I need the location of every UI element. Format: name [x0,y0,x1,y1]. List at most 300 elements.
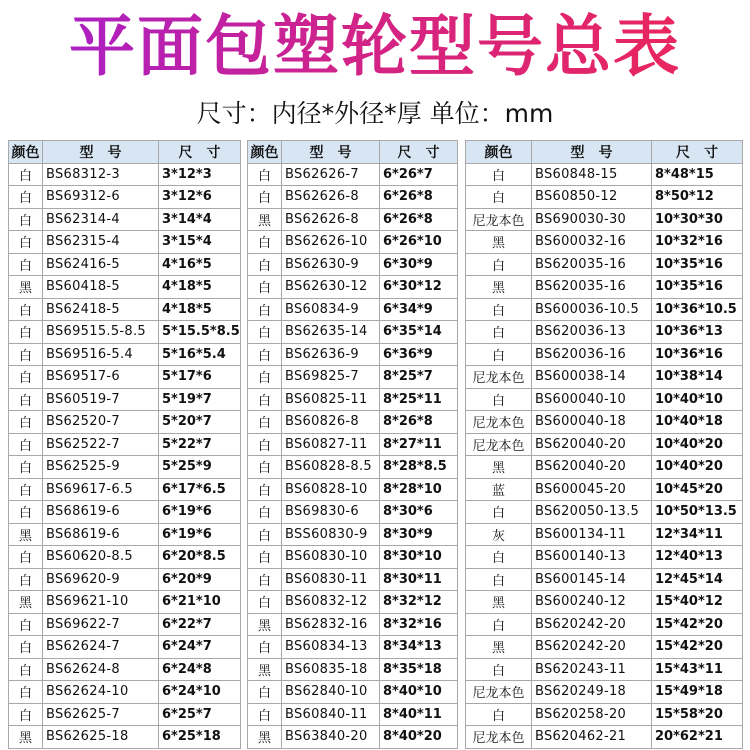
size-cell: 8*30*11 [380,568,458,591]
model-cell: BS60828-10 [282,478,380,501]
model-cell: BS63840-20 [282,726,380,749]
size-cell: 15*58*20 [652,703,743,726]
table-row [9,501,241,524]
model-cell: BS620462-21 [532,726,652,749]
size-cell: 12*34*11 [652,523,743,546]
color-cell: 白 [9,456,43,479]
size-cell: 3*14*4 [159,208,241,231]
size-cell: 3*12*3 [159,163,241,186]
size-cell: 3*12*6 [159,186,241,209]
size-cell: 15*49*18 [652,681,743,704]
model-cell: BS69312-6 [43,186,159,209]
table-row [9,208,241,231]
color-cell: 蓝 [466,478,532,501]
table-row [9,478,241,501]
color-cell: 白 [9,636,43,659]
model-cell: BS600038-14 [532,366,652,389]
model-cell: BS62520-7 [43,411,159,434]
table-row [9,343,241,366]
color-cell: 白 [248,456,282,479]
table-row [9,298,241,321]
model-cell: BS620242-20 [532,613,652,636]
header-size: 尺 寸 [380,141,458,164]
color-cell: 白 [9,501,43,524]
color-cell: 白 [248,703,282,726]
color-cell: 白 [9,478,43,501]
color-cell: 黑 [466,231,532,254]
model-cell: BS69621-10 [43,591,159,614]
model-cell: BS62636-9 [282,343,380,366]
model-cell: BS69517-6 [43,366,159,389]
color-cell: 白 [9,163,43,186]
table-row [9,703,241,726]
model-cell: BS600032-16 [532,231,652,254]
size-cell: 6*20*8.5 [159,546,241,569]
color-cell: 白 [9,568,43,591]
color-cell: 白 [9,411,43,434]
table-row [248,613,458,636]
color-cell: 黑 [466,591,532,614]
color-cell: 白 [248,568,282,591]
model-cell: BS69617-6.5 [43,478,159,501]
size-cell: 6*34*9 [380,298,458,321]
table-row [466,523,743,546]
model-cell: BS620050-13.5 [532,501,652,524]
model-cell: BS68619-6 [43,523,159,546]
table-row [9,658,241,681]
table-row [466,208,743,231]
model-cell: BS620040-20 [532,433,652,456]
table-row [9,433,241,456]
size-cell: 6*26*7 [380,163,458,186]
table-row [248,208,458,231]
table-row [466,321,743,344]
color-cell: 白 [248,343,282,366]
size-cell: 8*28*8.5 [380,456,458,479]
size-cell: 5*19*7 [159,388,241,411]
table-row [466,433,743,456]
model-cell: BS69825-7 [282,366,380,389]
model-cell: BS62626-7 [282,163,380,186]
color-cell: 白 [9,546,43,569]
color-cell: 白 [248,276,282,299]
color-cell: 白 [9,366,43,389]
model-cell: BS62624-10 [43,681,159,704]
color-cell: 黑 [466,456,532,479]
size-cell: 8*50*12 [652,186,743,209]
model-cell: BS60825-11 [282,388,380,411]
size-cell: 5*25*9 [159,456,241,479]
color-cell: 尼龙本色 [466,411,532,434]
size-cell: 10*40*10 [652,388,743,411]
color-cell: 白 [466,253,532,276]
model-cell: BS600134-11 [532,523,652,546]
model-cell: BS620036-13 [532,321,652,344]
table-row [466,253,743,276]
model-cell: BS620243-11 [532,658,652,681]
table-row [248,366,458,389]
table-header [9,141,241,164]
size-cell: 4*18*5 [159,276,241,299]
size-cell: 10*32*16 [652,231,743,254]
model-cell: BS62624-8 [43,658,159,681]
table-row [9,523,241,546]
size-cell: 6*30*12 [380,276,458,299]
size-cell: 10*36*16 [652,343,743,366]
color-cell: 白 [466,321,532,344]
size-cell: 6*19*6 [159,523,241,546]
color-cell: 白 [248,388,282,411]
header-size: 尺 寸 [159,141,241,164]
model-cell: BS600140-13 [532,546,652,569]
table-row [466,456,743,479]
size-cell: 6*22*7 [159,613,241,636]
model-cell: BS600145-14 [532,568,652,591]
size-cell: 6*35*14 [380,321,458,344]
size-cell: 15*42*20 [652,613,743,636]
table-row [248,433,458,456]
size-cell: 15*43*11 [652,658,743,681]
model-cell: BS60850-12 [532,186,652,209]
size-cell: 12*45*14 [652,568,743,591]
model-cell: BS62416-5 [43,253,159,276]
size-cell: 8*25*11 [380,388,458,411]
size-cell: 10*35*16 [652,276,743,299]
size-cell: 8*27*11 [380,433,458,456]
model-cell: BS62522-7 [43,433,159,456]
table-header [248,141,458,164]
color-cell: 黑 [248,613,282,636]
size-cell: 6*26*8 [380,208,458,231]
page-subtitle: 尺寸：内径*外径*厚 单位：mm [196,99,554,128]
color-cell: 白 [9,388,43,411]
size-cell: 4*16*5 [159,253,241,276]
table-row [9,231,241,254]
table-row [248,456,458,479]
color-cell: 白 [466,613,532,636]
size-cell: 6*24*7 [159,636,241,659]
size-cell: 6*25*18 [159,726,241,749]
table-row [9,568,241,591]
model-cell: BS69515.5-8.5 [43,321,159,344]
model-cell: BS60418-5 [43,276,159,299]
table-row [248,253,458,276]
table-row [248,703,458,726]
size-cell: 8*25*7 [380,366,458,389]
size-cell: 6*17*6.5 [159,478,241,501]
model-cell: BS690030-30 [532,208,652,231]
size-cell: 5*15.5*8.5 [159,321,241,344]
table-row [248,163,458,186]
table-row [466,411,743,434]
size-cell: 8*28*10 [380,478,458,501]
color-cell: 灰 [466,523,532,546]
table-row [248,681,458,704]
size-cell: 5*17*6 [159,366,241,389]
color-cell: 白 [466,703,532,726]
table-row [248,321,458,344]
table-row [9,546,241,569]
size-cell: 6*25*7 [159,703,241,726]
header-model: 型 号 [43,141,159,164]
color-cell: 白 [466,388,532,411]
color-cell: 白 [248,478,282,501]
color-cell: 白 [248,546,282,569]
model-cell: BS600040-10 [532,388,652,411]
size-cell: 8*32*16 [380,613,458,636]
table-row [248,478,458,501]
table-row [9,591,241,614]
model-cell: BS62630-9 [282,253,380,276]
color-cell: 白 [466,501,532,524]
model-cell: BS60830-11 [282,568,380,591]
color-cell: 白 [248,298,282,321]
model-cell: BS60620-8.5 [43,546,159,569]
model-cell: BS62525-9 [43,456,159,479]
model-cell: BS62418-5 [43,298,159,321]
model-cell: BSS60830-9 [282,523,380,546]
table-row [9,456,241,479]
color-cell: 黑 [9,726,43,749]
size-cell: 6*24*10 [159,681,241,704]
model-cell: BS60519-7 [43,388,159,411]
color-cell: 白 [248,523,282,546]
table-row [248,658,458,681]
table-row [248,591,458,614]
model-cell: BS62626-8 [282,208,380,231]
model-cell: BS620036-16 [532,343,652,366]
model-cell: BS62314-4 [43,208,159,231]
model-cell: BS60826-8 [282,411,380,434]
table-row [248,546,458,569]
size-cell: 8*40*20 [380,726,458,749]
table-row [466,186,743,209]
model-cell: BS620040-20 [532,456,652,479]
size-cell: 10*40*20 [652,433,743,456]
color-cell: 黑 [9,591,43,614]
model-cell: BS62630-12 [282,276,380,299]
color-cell: 白 [248,591,282,614]
color-cell: 黑 [248,726,282,749]
table-row [248,276,458,299]
color-cell: 白 [248,186,282,209]
color-cell: 黑 [466,276,532,299]
table-row [466,568,743,591]
model-cell: BS62625-7 [43,703,159,726]
color-cell: 白 [9,231,43,254]
color-cell: 白 [466,658,532,681]
model-cell: BS620035-16 [532,276,652,299]
header-model: 型 号 [532,141,652,164]
table-row [9,253,241,276]
size-cell: 6*21*10 [159,591,241,614]
size-cell: 8*35*18 [380,658,458,681]
model-cell: BS68619-6 [43,501,159,524]
color-cell: 白 [466,186,532,209]
size-cell: 8*40*11 [380,703,458,726]
header-color: 颜色 [248,141,282,164]
size-cell: 10*38*14 [652,366,743,389]
size-cell: 10*40*20 [652,456,743,479]
color-cell: 尼龙本色 [466,433,532,456]
model-cell: BS62625-18 [43,726,159,749]
size-cell: 8*26*8 [380,411,458,434]
model-cell: BS60827-11 [282,433,380,456]
table-row [9,411,241,434]
size-cell: 8*48*15 [652,163,743,186]
model-cell: BS62626-10 [282,231,380,254]
size-cell: 5*22*7 [159,433,241,456]
model-cell: BS620249-18 [532,681,652,704]
model-cell: BS60834-9 [282,298,380,321]
color-cell: 白 [466,298,532,321]
table-row [466,703,743,726]
table-row [466,658,743,681]
model-cell: BS62626-8 [282,186,380,209]
color-cell: 尼龙本色 [466,208,532,231]
size-cell: 5*16*5.4 [159,343,241,366]
model-cell: BS620242-20 [532,636,652,659]
color-cell: 白 [9,613,43,636]
table-row [466,546,743,569]
size-cell: 10*35*16 [652,253,743,276]
color-cell: 白 [466,163,532,186]
table-row [9,388,241,411]
table-row [9,163,241,186]
model-cell: BS69516-5.4 [43,343,159,366]
size-cell: 6*19*6 [159,501,241,524]
table-row [466,388,743,411]
table-row [9,726,241,749]
model-table-2 [247,140,458,749]
model-cell: BS69620-9 [43,568,159,591]
model-cell: BS69830-6 [282,501,380,524]
table-row [466,276,743,299]
size-cell: 15*40*12 [652,591,743,614]
table-row [466,343,743,366]
table-row [248,343,458,366]
size-cell: 6*26*10 [380,231,458,254]
size-cell: 6*20*9 [159,568,241,591]
header-size: 尺 寸 [652,141,743,164]
model-table-1 [8,140,241,749]
color-cell: 黑 [248,658,282,681]
color-cell: 白 [248,636,282,659]
table-row [466,231,743,254]
size-cell: 10*50*13.5 [652,501,743,524]
model-cell: BS60835-18 [282,658,380,681]
size-cell: 10*36*10.5 [652,298,743,321]
color-cell: 白 [248,501,282,524]
table-row [466,298,743,321]
model-cell: BS600036-10.5 [532,298,652,321]
model-cell: BS60834-13 [282,636,380,659]
model-cell: BS60848-15 [532,163,652,186]
model-cell: BS60840-11 [282,703,380,726]
color-cell: 白 [466,546,532,569]
size-cell: 6*26*8 [380,186,458,209]
color-cell: 尼龙本色 [466,366,532,389]
color-cell: 黑 [248,208,282,231]
size-cell: 3*15*4 [159,231,241,254]
color-cell: 黑 [9,276,43,299]
size-cell: 8*40*10 [380,681,458,704]
model-cell: BS600040-18 [532,411,652,434]
color-cell: 白 [248,253,282,276]
table-row [466,501,743,524]
model-cell: BS600240-12 [532,591,652,614]
model-cell: BS620035-16 [532,253,652,276]
color-cell: 白 [9,253,43,276]
color-cell: 白 [248,231,282,254]
table-row [466,681,743,704]
table-row [9,613,241,636]
size-cell: 10*40*18 [652,411,743,434]
table-row [248,501,458,524]
table-header [466,141,743,164]
size-cell: 10*45*20 [652,478,743,501]
table-row [466,636,743,659]
color-cell: 白 [9,433,43,456]
table-row [248,411,458,434]
color-cell: 白 [9,681,43,704]
color-cell: 白 [9,703,43,726]
color-cell: 白 [466,343,532,366]
color-cell: 白 [9,186,43,209]
table-row [466,163,743,186]
color-cell: 黑 [466,636,532,659]
color-cell: 白 [9,343,43,366]
color-cell: 白 [9,658,43,681]
color-cell: 白 [248,163,282,186]
model-cell: BS68312-3 [43,163,159,186]
model-cell: BS62840-10 [282,681,380,704]
size-cell: 4*18*5 [159,298,241,321]
color-cell: 白 [248,411,282,434]
header-model: 型 号 [282,141,380,164]
model-cell: BS60830-10 [282,546,380,569]
table-row [9,186,241,209]
header-color: 颜色 [466,141,532,164]
model-cell: BS62635-14 [282,321,380,344]
model-table-3 [465,140,743,749]
table-row [466,478,743,501]
color-cell: 尼龙本色 [466,681,532,704]
table-row [9,321,241,344]
table-row [9,276,241,299]
size-cell: 6*30*9 [380,253,458,276]
header-color: 颜色 [9,141,43,164]
color-cell: 白 [248,433,282,456]
model-cell: BS69622-7 [43,613,159,636]
table-row [466,726,743,749]
size-cell: 8*30*9 [380,523,458,546]
table-row [248,186,458,209]
model-cell: BS60828-8.5 [282,456,380,479]
table-row [248,523,458,546]
table-row [9,366,241,389]
size-cell: 8*30*10 [380,546,458,569]
size-cell: 15*42*20 [652,636,743,659]
color-cell: 白 [9,208,43,231]
color-cell: 白 [9,298,43,321]
color-cell: 白 [9,321,43,344]
table-row [466,613,743,636]
size-cell: 12*40*13 [652,546,743,569]
table-row [466,591,743,614]
table-row [248,568,458,591]
table-row [248,298,458,321]
